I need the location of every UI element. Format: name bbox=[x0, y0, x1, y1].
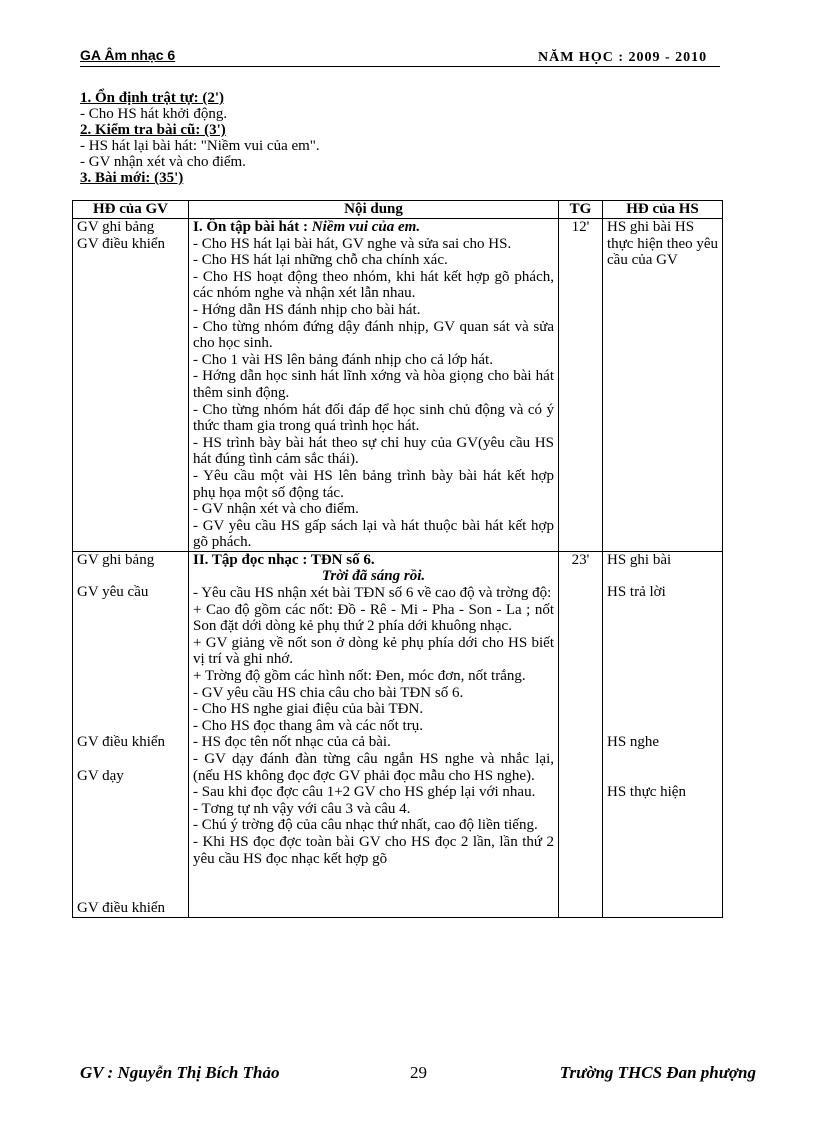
content-line: + GV giảng về nốt son ở dòng kẻ phụ phía dới cho HS biết vị trí và ghi nhớ. bbox=[193, 634, 554, 668]
section-3-title: 3. Bài mới: (35') bbox=[80, 170, 184, 186]
gv-activity: GV ghi bảng bbox=[77, 551, 155, 568]
hs-cell: HS ghi bài HS thực hiện theo yêu cầu của GV bbox=[603, 219, 723, 552]
content-line: - GV yêu cầu HS chia câu cho bài TĐN số 6. bbox=[193, 684, 464, 701]
content-line: - Yêu cầu HS nhận xét bài TĐN số 6 về cao độ và trờng độ: bbox=[193, 585, 552, 602]
gv-activity: GV điều khiển bbox=[77, 235, 166, 252]
table-row bbox=[73, 219, 723, 552]
gv-activity: GV điều khiển bbox=[77, 900, 166, 917]
gv-cell bbox=[73, 551, 189, 917]
section-1-item: - Cho HS hát khởi động. bbox=[80, 106, 228, 122]
content-line: - Tơng tự nh vậy với câu 3 và câu 4. bbox=[193, 800, 411, 817]
hs-activity: HS nghe bbox=[607, 734, 660, 751]
section-title: I. Ôn tập bài hát : Niềm vui của em. bbox=[193, 219, 421, 235]
lesson-table bbox=[72, 200, 723, 918]
content-cell bbox=[189, 219, 559, 552]
header-subject: GA Âm nhạc 6 bbox=[80, 47, 176, 63]
col-header-gv: HĐ của GV bbox=[73, 201, 189, 219]
content-line: - GV yêu cầu HS gấp sách lại và hát thuộc bài hát kết hợp gõ phách. bbox=[193, 517, 554, 551]
content-line: + Trờng độ gồm các hình nốt: Đen, móc đơn, nốt trắng. bbox=[193, 668, 526, 685]
content-line: + Cao độ gồm các nốt: Đồ - Rê - Mi - Pha - Son - La ; nốt Son đặt dới dòng kẻ phụ thứ 2 phía dới khuông nhạc. bbox=[193, 601, 554, 635]
content-line: - HS đọc tên nốt nhạc của cả bài. bbox=[193, 734, 391, 751]
gv-activity: GV yêu cầu bbox=[77, 584, 149, 601]
page-number: 29 bbox=[410, 1063, 427, 1082]
time-cell: 12' bbox=[559, 219, 603, 552]
hs-activity: HS ghi bài bbox=[607, 551, 672, 568]
content-line: - Cho từng nhóm đứng dậy đánh nhịp, GV quan sát và sửa cho học sinh. bbox=[193, 318, 554, 352]
content-line: - Khi HS đọc đợc toàn bài GV cho HS đọc 2 lần, lần thứ 2 yêu cầu HS đọc nhạc kết hợp gõ bbox=[193, 833, 554, 867]
content-cell bbox=[189, 551, 559, 917]
content-line: - Cho HS hát lại bài hát, GV nghe và sửa sai cho HS. bbox=[193, 235, 512, 252]
gv-activity: GV điều khiển bbox=[77, 734, 166, 751]
lesson-intro bbox=[80, 90, 740, 186]
content-line: - Sau khi đọc đợc câu 1+2 GV cho HS ghép lại với nhau. bbox=[193, 784, 536, 801]
col-header-time: TG bbox=[559, 201, 603, 219]
col-header-content: Nội dung bbox=[189, 201, 559, 219]
content-line: - Cho HS hoạt động theo nhóm, khi hát kết hợp gõ phách, các nhóm nghe và nhận xét lẫn nhau. bbox=[193, 268, 554, 302]
content-line: - Cho HS hát lại những chỗ cha chính xác. bbox=[193, 252, 448, 269]
section-title: II. Tập đọc nhạc : TĐN số 6. bbox=[193, 551, 375, 568]
table-header-row bbox=[73, 201, 723, 219]
section-2-item-1: - HS hát lại bài hát: "Niềm vui của em". bbox=[80, 138, 320, 154]
footer-teacher: GV : Nguyễn Thị Bích Thảo bbox=[80, 1063, 280, 1082]
content-line: - Hớng dẫn HS đánh nhịp cho bài hát. bbox=[193, 301, 421, 318]
content-line: - Yêu cầu một vài HS lên bảng trình bày bài hát kết hợp phụ họa một số động tác. bbox=[193, 467, 554, 501]
col-header-hs: HĐ của HS bbox=[603, 201, 723, 219]
section-1-title: 1. Ổn định trật tự: (2') bbox=[80, 90, 225, 106]
song-title: Trời đã sáng rồi. bbox=[321, 568, 426, 585]
section-2-title: 2. Kiểm tra bài cũ: (3') bbox=[80, 122, 226, 138]
header-divider bbox=[80, 66, 720, 67]
hs-activity: HS trả lời bbox=[607, 584, 666, 601]
content-line: - Cho HS nghe giai điệu của bài TĐN. bbox=[193, 701, 424, 718]
content-line: - Cho HS đọc thang âm và các nốt trụ. bbox=[193, 717, 423, 734]
footer-school: Trường THCS Đan phượng bbox=[559, 1063, 756, 1082]
gv-cell bbox=[73, 219, 189, 552]
hs-activity: HS thực hiện bbox=[607, 783, 686, 800]
content-line: - HS trình bày bài hát theo sự chỉ huy của GV(yêu cầu HS hát đúng tình cảm sắc thái). bbox=[193, 434, 554, 468]
header-school-year: NĂM HỌC : 2009 - 2010 bbox=[538, 50, 708, 65]
table-row bbox=[73, 551, 723, 917]
content-line: - GV nhận xét và cho điểm. bbox=[193, 501, 359, 518]
content-line: - Hớng dẫn học sinh hát lĩnh xớng và hòa giọng cho bài hát thêm sinh động. bbox=[193, 368, 554, 401]
content-line: - Chú ý trờng độ của câu nhạc thứ nhất, cao độ liền tiếng. bbox=[193, 817, 538, 834]
hs-cell bbox=[603, 551, 723, 917]
section-2-item-2: - GV nhận xét và cho điểm. bbox=[80, 154, 246, 170]
content-line: - Cho từng nhóm hát đối đáp để học sinh chủ động và có ý thức tham gia trong quá trình học hát. bbox=[193, 401, 554, 435]
content-line: - Cho 1 vài HS lên bảng đánh nhịp cho cả lớp hát. bbox=[193, 351, 493, 368]
gv-activity: GV ghi bảng bbox=[77, 219, 155, 235]
content-line: - GV dạy đánh đàn từng câu ngắn HS nghe và nhắc lại, (nếu HS không đọc đợc GV phải đọc mẫu cho HS nghe). bbox=[193, 751, 554, 784]
gv-activity: GV dạy bbox=[77, 767, 124, 784]
time-cell: 23' bbox=[559, 551, 603, 917]
